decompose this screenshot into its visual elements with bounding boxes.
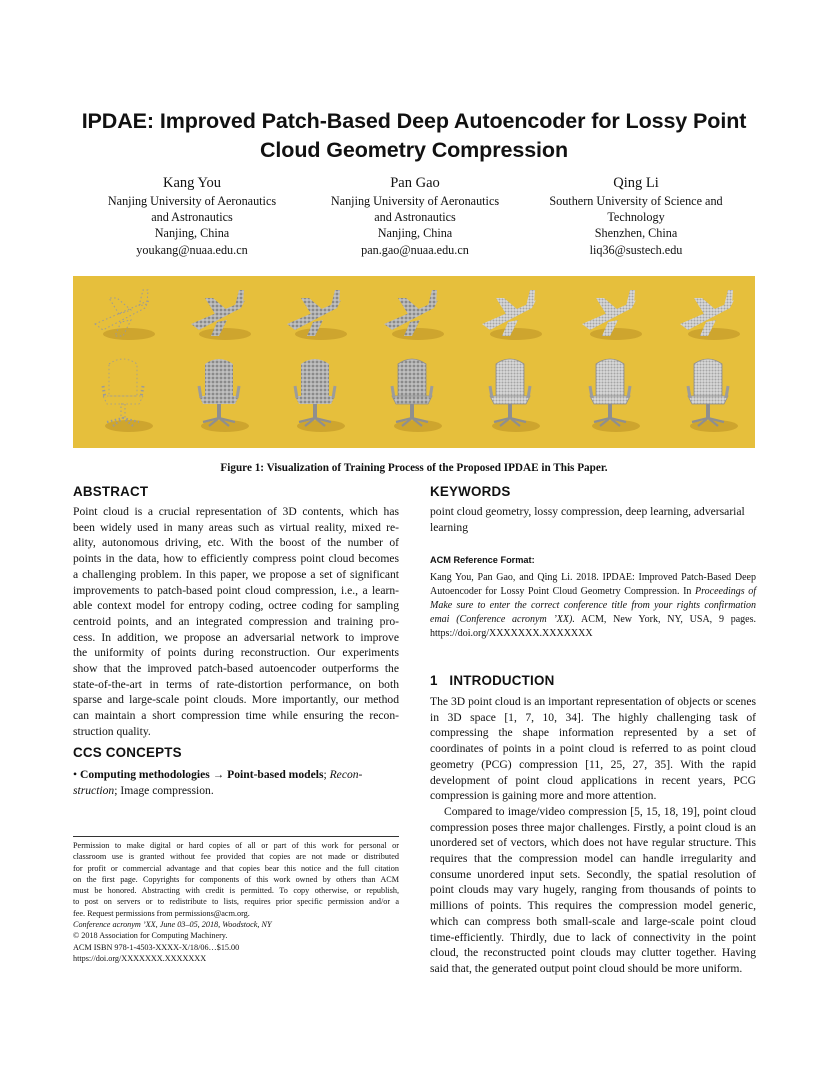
chair-stage xyxy=(392,359,442,432)
title-line-1: IPDAE: Improved Patch-Based Deep Autoencoder for Lossy Point xyxy=(81,109,747,133)
author-affiliation: Nanjing University of Aeronautics xyxy=(107,194,277,208)
author-city: Nanjing, China xyxy=(377,226,453,241)
airplane-stage xyxy=(287,290,347,340)
abstract-line: been widely used in many areas such as virtual reality, mixed re- xyxy=(73,520,399,534)
ccs-bullet: • xyxy=(73,768,78,781)
airplane-stage xyxy=(95,290,155,340)
permission-text xyxy=(73,840,399,919)
permission-line: fee. Request permissions from permissions@acm.org. xyxy=(73,908,250,918)
permission-line: to post on servers or to redistribute to lists, requires prior specific permission and/or a xyxy=(73,897,399,907)
chair-stage xyxy=(490,359,540,432)
intro-paragraph: Compared to image/video compression [5, 15, 18, 19], point cloud compression poses three major challenges. Firstly, a point cloud is an unordered set of vectors, which does not have regular structure. This requires that the compression model can handle irregularity and consume unordered input sets. Secondly, the spatial resolution of point clouds may vary hugely, ranging from thousands of points to millions of points. This requires the compression model generic, which can compress both small-scale and large-scale point cloud time-efficiently. Thirdly, due to lack of connectivity in the point cloud, the reconstructed point clouds may clutter together. Having said that, the generated output point cloud should be more uniform. xyxy=(430,804,756,975)
chair-stage xyxy=(688,359,738,432)
intro-body xyxy=(430,694,756,977)
ccs-separator: ; xyxy=(323,768,330,781)
author-affiliation: Technology xyxy=(607,210,665,225)
airplane-stage xyxy=(680,290,740,340)
keywords-body xyxy=(430,504,756,535)
abstract-line: can maintain a short compression time while ensuring the recon- xyxy=(73,709,399,723)
author-email[interactable]: youkang@nuaa.edu.cn xyxy=(136,242,248,257)
paper-title xyxy=(50,107,778,165)
author-email[interactable]: pan.gao@nuaa.edu.cn xyxy=(361,242,469,257)
acm-reference xyxy=(430,553,756,641)
ccs-concept: Computing methodologies → Point-based models xyxy=(79,768,324,781)
figure-caption: Figure 1: Visualization of Training Process of the Proposed IPDAE in This Paper. xyxy=(220,462,608,474)
author-name: Kang You xyxy=(162,175,221,191)
author-affiliation: Nanjing University of Aeronautics xyxy=(330,194,500,208)
abstract-line: sparse and large-scale point clouds. More importantly, our method xyxy=(73,693,399,707)
author-affiliation: Southern University of Science and xyxy=(549,194,723,208)
abstract-line: state-of-the-art in terms of rate-distortion performance, on both xyxy=(73,677,399,691)
chair-stage xyxy=(103,359,153,432)
ccs-subconcept: Recon- xyxy=(329,768,363,781)
reference-part: Kang You, Pan Gao, and Qing Li. 2018. IPDAE: Improved Patch-Based Deep Autoencoder for Lossy Point Cloud Geometry Compression. In xyxy=(430,571,756,597)
ccs-rest: ; Image compression. xyxy=(114,783,214,797)
title-line-2: Cloud Geometry Compression xyxy=(259,138,568,162)
intro-paragraph: The 3D point cloud is an important representation of objects or scenes in 3D space [1, 7, 10, 34]. The highly challenging task of compressing the shape information represented by a set of coordinates of points in a point cloud is referred to as point cloud geometry (PCG) compression [11, 25, 27, 35]. With the rapid development of point cloud applications in recent years, PCG compression is gaining more and more attention. xyxy=(430,695,756,803)
airplane-stage xyxy=(482,290,542,340)
abstract-line: cess. In addition, we propose an adversarial network to improve xyxy=(73,630,399,644)
author-city: Shenzhen, China xyxy=(594,226,678,241)
permission-line: classroom use is granted without fee provided that copies are not made or distributed xyxy=(73,852,399,862)
abstract-line: the uniformity of points during reconstruction. Our experiments xyxy=(73,646,399,660)
author-city: Nanjing, China xyxy=(154,226,230,241)
abstract-line: ality, autonomous driving, etc. With the boost of the number of xyxy=(73,536,399,550)
abstract-line: show that the improved patch-based autoencoder outperforms the xyxy=(73,662,399,676)
reference-heading: ACM Reference Format: xyxy=(430,555,535,565)
reference-proceedings: Proceedings of Make sure to enter the correct conference title from your rights confirmation emai (Conference acronym ’XX). xyxy=(430,585,756,625)
abstract-line: a challenging problem. In this paper, we propose a set of significant xyxy=(73,567,399,581)
training-visualization-image xyxy=(73,276,755,448)
ccs-heading: CCS CONCEPTS xyxy=(73,745,182,760)
abstract-heading: ABSTRACT xyxy=(73,484,149,499)
abstract-line: points in the data, how to efficiently compress point cloud becomes xyxy=(73,552,399,566)
chair-stage xyxy=(295,359,345,432)
permission-block xyxy=(73,836,399,964)
teaser-figure xyxy=(73,276,755,448)
chair-stage xyxy=(590,359,640,432)
reference-text xyxy=(430,571,756,641)
ccs-body xyxy=(73,767,399,798)
keywords-heading: KEYWORDS xyxy=(430,484,511,499)
copyright-line: © 2018 Association for Computing Machinery. xyxy=(73,931,228,941)
airplane-row xyxy=(95,290,740,340)
chair-row xyxy=(103,359,738,432)
abstract-body xyxy=(73,504,399,740)
reference-part: ACM, New York, NY, USA, 9 pages. https://doi.org/XXXXXXX.XXXXXXX xyxy=(430,613,756,639)
abstract-line: improvements to patch-based point cloud compression, i.e., a learn- xyxy=(73,583,399,597)
author-affiliation: and Astronautics xyxy=(374,210,456,225)
abstract-line: able context model for entropy coding, octree coding for sampling xyxy=(73,599,399,613)
author-name: Pan Gao xyxy=(390,175,440,191)
author-card xyxy=(295,174,535,258)
ccs-subconcept-cont: struction xyxy=(73,783,115,797)
author-card xyxy=(72,174,312,258)
doi-line[interactable]: https://doi.org/XXXXXXX.XXXXXXX xyxy=(73,953,207,963)
abstract-text xyxy=(73,504,399,740)
author-email[interactable]: liq36@sustech.edu xyxy=(589,242,683,257)
author-affiliation: and Astronautics xyxy=(151,210,233,225)
author-name: Qing Li xyxy=(613,175,659,191)
isbn-line: ACM ISBN 978-1-4503-XXXX-X/18/06…$15.00 xyxy=(73,942,240,952)
airplane-stage xyxy=(191,290,251,340)
conference-line: Conference acronym ’XX, June 03–05, 2018, Woodstock, NY xyxy=(73,920,272,930)
abstract-line: Point cloud is a crucial representation of 3D contents, which has xyxy=(73,505,399,518)
chair-stage xyxy=(199,359,249,432)
airplane-stage xyxy=(582,290,642,340)
permission-line: for profit or commercial advantage and that copies bear this notice and the full citation xyxy=(73,863,399,873)
intro-heading: 1 INTRODUCTION xyxy=(430,673,555,688)
permission-line: on the first page. Copyrights for components of this work owned by others than ACM xyxy=(73,874,399,884)
keywords-text: point cloud geometry, lossy compression, deep learning, adversarial learning xyxy=(430,505,745,534)
permission-line: must be honored. Abstracting with credit is permitted. To copy otherwise, or republish, xyxy=(73,886,399,896)
airplane-stage xyxy=(384,290,444,340)
abstract-line: struction quality. xyxy=(73,724,151,738)
author-card xyxy=(516,174,756,258)
abstract-line: centroid points, and an integrated compression and training pro- xyxy=(73,614,399,628)
permission-line: Permission to make digital or hard copies of all or part of this work for personal or xyxy=(73,841,399,850)
